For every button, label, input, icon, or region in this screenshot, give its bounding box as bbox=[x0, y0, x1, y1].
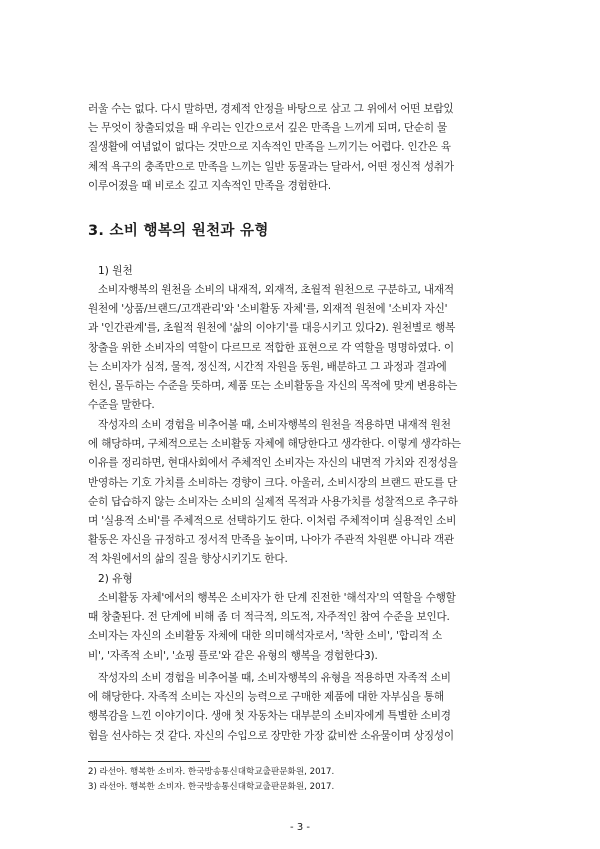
footnote-3: 3) 라선아. 행복한 소비자. 한국방송통신대학교출판문화원, 2017. bbox=[88, 782, 335, 792]
source-paragraph-1: 소비자행복의 원천을 소비의 내재적, 외재적, 초월적 원천으로 구분하고, 내재적 원천에 '상품/브랜드/고객관리'와 '소비활동 자체'를, 외재적 원천에 '소비자 자신' 과 '인간관계'를, 초월적 원천에 '삶의 이야기'를 대응시키고 있다2). 원천별로 행복 창출을 위한 소비자의 역할이 다르므로 적합한 표현으로 각 역할을 명명하였다. 이 는 소비자가 심적, 물적, 정신적, 시간적 자원을 동원, 배분하고 그 과정과 결과에 헌신, 몰두하는 수준을 뜻하며, 제품 또는 소비활동을 자신의 목적에 맞게 변용하는 수준을 말한다. bbox=[88, 284, 458, 412]
footnote-divider bbox=[88, 761, 210, 762]
section-title: 3. 소비 행복의 원천과 유형 bbox=[88, 223, 269, 239]
subsection-heading-type: 2) 유형 bbox=[98, 573, 133, 585]
page-number: - 3 - bbox=[290, 822, 310, 833]
subsection-heading-source: 1) 원천 bbox=[98, 265, 133, 277]
type-paragraph-1: 소비활동 자체'에서의 행복은 소비자가 한 단계 진전한 '해석자'의 역할을 수행할 때 창출된다. 전 단계에 비해 좀 더 적극적, 의도적, 자주적인 참여 수준을 보인다. 소비자는 자신의 소비활동 자체에 대한 의미해석자로서, '착한 소비', '합리적 소 비', '자족적 소비', '쇼핑 플로'와 같은 유형의 행복을 경험한다3). bbox=[88, 592, 456, 662]
intro-paragraph: 러울 수는 없다. 다시 말하면, 경제적 안정을 바탕으로 삼고 그 위에서 어떤 보람있 는 무엇이 창출되었을 때 우리는 인간으로서 깊은 만족을 느끼게 되며, 단순히 물 질생활에 여념없이 없다는 것만으로 지속적인 만족을 느끼기는 어렵다. 인간은 육 체적 욕구의 충족만으로 만족을 느끼는 일반 동물과는 달라서, 어떤 정신적 성취가 이루어졌을 때 비로소 깊고 지속적인 만족을 경험한다. bbox=[88, 103, 454, 192]
source-paragraph-2: 작성자의 소비 경험을 비추어볼 때, 소비자행복의 원천을 적용하면 내재적 원천 에 해당하며, 구체적으로는 소비활동 자체에 해당한다고 생각한다. 이렇게 생각하는 이유를 정리하면, 현대사회에서 주체적인 소비자는 자신의 내면적 가치와 진정성을 반영하는 기호 가치를 소비하는 경향이 크다. 아울러, 소비시장의 브랜드 판도를 단 순히 답습하지 않는 소비자는 소비의 실제적 목적과 사용가치를 성찰적으로 추구하 며 '실용적 소비'를 주체적으로 선택하기도 한다. 이처럼 주체적이며 실용적인 소비 활동은 자신을 규정하고 정서적 만족을 높이며, 나아가 주관적 차원뿐 아니라 객관 적 차원에서의 삶의 질을 향상시키기도 한다. bbox=[88, 419, 461, 566]
type-paragraph-2: 작성자의 소비 경험을 비추어볼 때, 소비자행복의 유형을 적용하면 자족적 소비 에 해당한다. 자족적 소비는 자신의 능력으로 구매한 제품에 대한 자부심을 통해 행복감을 느낀 이야기이다. 생애 첫 자동차는 대부분의 소비자에게 특별한 소비경 험을 선사하는 것 같다. 자신의 수입으로 장만한 가장 값비싼 소유물이며 상징성이 bbox=[88, 672, 454, 742]
footnote-2: 2) 라선아. 행복한 소비자. 한국방송통신대학교출판문화원, 2017. bbox=[88, 767, 335, 777]
